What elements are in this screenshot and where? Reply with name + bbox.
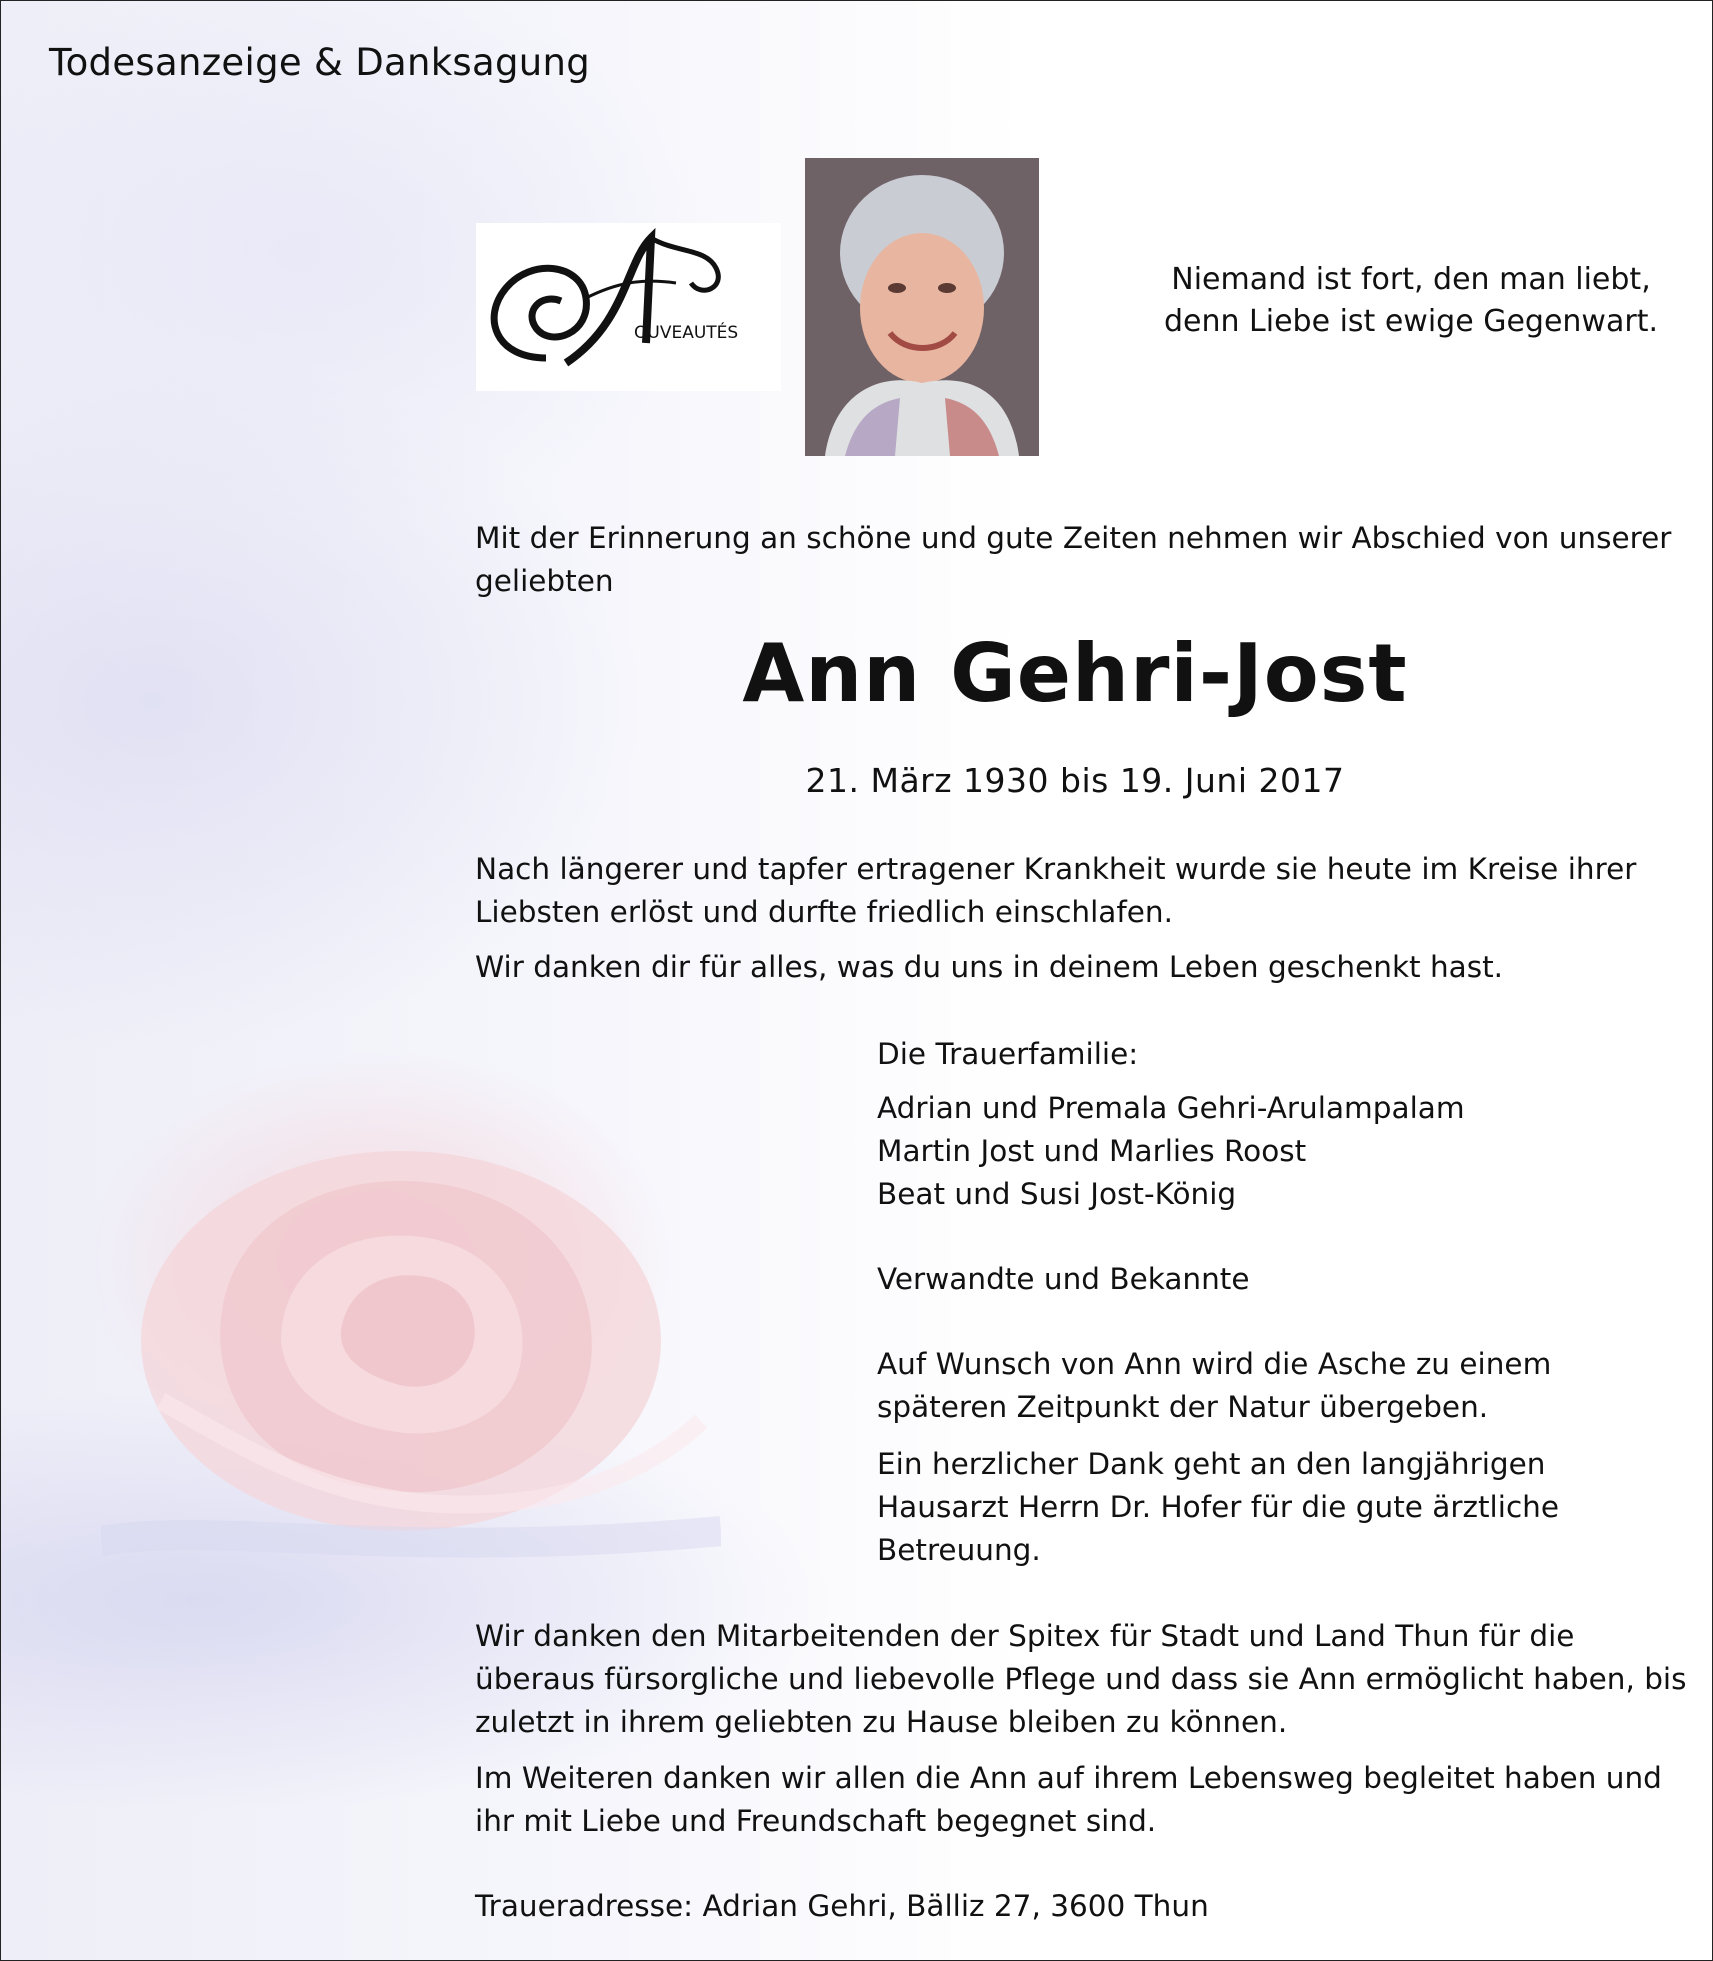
doctor-thanks: Ein herzlicher Dank geht an den langjährigen Hausarzt Herrn Dr. Hofer für die gute ärztliche Betreuung.	[877, 1447, 1560, 1567]
logo-wordmark: OUVEAUTÉS	[634, 323, 739, 343]
nouveautes-logo	[476, 223, 781, 391]
message-paragraph-1: Nach längerer und tapfer ertragener Krankheit wurde sie heute im Kreise ihrer Liebsten erlöst und durfte friedlich einschlafen.	[475, 852, 1637, 929]
mourning-address: Traueradresse: Adrian Gehri, Bälliz 27, 3600 Thun	[475, 1889, 1209, 1923]
message-paragraph-2: Wir danken dir für alles, was du uns in deinem Leben geschenkt hast.	[475, 950, 1504, 984]
portrait-photo	[805, 158, 1039, 456]
general-thanks: Im Weiteren danken wir allen die Ann auf ihrem Lebensweg begleitet haben und ihr mit Liebe und Freundschaft begegnet sind.	[475, 1761, 1662, 1838]
intro-text: Mit der Erinnerung an schöne und gute Zeiten nehmen wir Abschied von unserer geliebten	[475, 521, 1672, 598]
family-heading: Die Trauerfamilie:	[877, 1037, 1139, 1071]
relatives-text: Verwandte und Bekannte	[877, 1262, 1250, 1296]
rose-background-image	[101, 1121, 721, 1581]
memorial-quote	[1151, 259, 1671, 343]
spitex-thanks: Wir danken den Mitarbeitenden der Spitex für Stadt und Land Thun für die überaus fürsorgliche und liebevolle Pflege und dass sie Ann ermöglicht haben, bis zuletzt in ihrem geliebten zu Hause bleiben zu können.	[475, 1619, 1687, 1739]
ashes-note: Auf Wunsch von Ann wird die Asche zu einem späteren Zeitpunkt der Natur übergeben.	[877, 1347, 1552, 1424]
family-member: Adrian und Premala Gehri-Arulampalam	[877, 1091, 1465, 1125]
life-dates: 21. März 1930 bis 19. Juni 2017	[805, 761, 1345, 800]
quote-line-2: denn Liebe ist ewige Gegenwart.	[1163, 304, 1658, 339]
deceased-name: Ann Gehri-Jost	[742, 627, 1408, 720]
page-heading: Todesanzeige & Danksagung	[49, 41, 591, 84]
family-member: Beat und Susi Jost-König	[877, 1177, 1237, 1211]
quote-line-1: Niemand ist fort, den man liebt,	[1171, 262, 1651, 297]
family-list	[877, 1087, 1465, 1216]
family-member: Martin Jost und Marlies Roost	[877, 1134, 1307, 1168]
